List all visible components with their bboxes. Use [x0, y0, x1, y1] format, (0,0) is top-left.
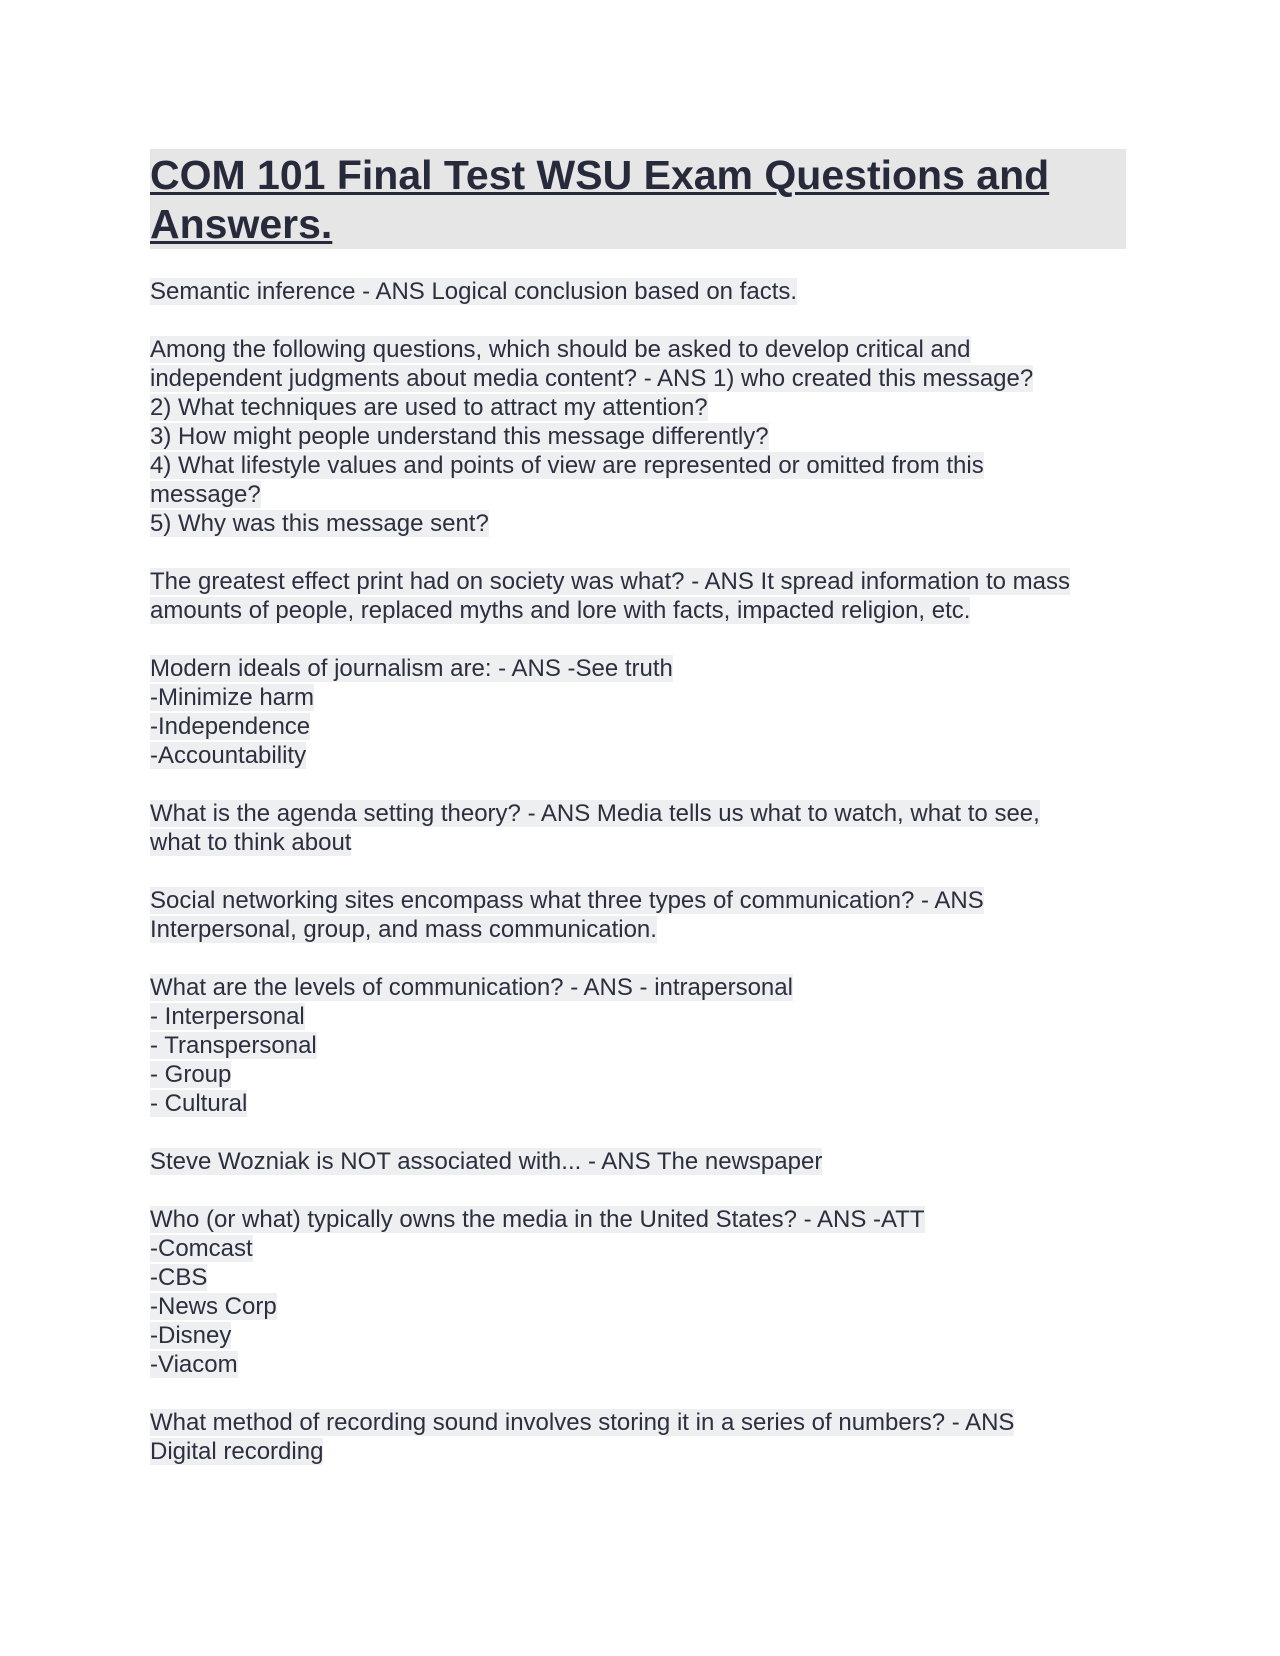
- qa-line-text: -CBS: [150, 1264, 208, 1291]
- qa-line-text: -News Corp: [150, 1293, 277, 1320]
- qa-line-text: Among the following questions, which should be asked to develop critical and: [150, 336, 971, 363]
- qa-entry: [150, 1205, 1126, 1379]
- qa-line-text: 4) What lifestyle values and points of view are represented or omitted from this: [150, 452, 984, 479]
- qa-line-text: -Accountability: [150, 742, 307, 769]
- qa-line-text: -Viacom: [150, 1351, 238, 1378]
- qa-line-text: Steve Wozniak is NOT associated with... - ANS The newspaper: [150, 1148, 823, 1175]
- qa-line: [150, 828, 1126, 857]
- qa-line: [150, 1205, 1126, 1234]
- document-title-line-2: Answers.: [150, 201, 333, 247]
- qa-line-text: Interpersonal, group, and mass communication.: [150, 916, 657, 943]
- qa-line-text: - Interpersonal: [150, 1003, 305, 1030]
- qa-entry: [150, 973, 1126, 1118]
- qa-line: [150, 335, 1126, 364]
- qa-entry: [150, 567, 1126, 625]
- qa-line-text: Digital recording: [150, 1438, 324, 1465]
- qa-line: [150, 1263, 1126, 1292]
- document-title-line-1: COM 101 Final Test WSU Exam Questions and: [150, 152, 1050, 198]
- qa-entry: [150, 886, 1126, 944]
- qa-line-text: -Comcast: [150, 1235, 253, 1262]
- qa-line-text: message?: [150, 481, 261, 508]
- qa-line-text: -Independence: [150, 713, 311, 740]
- qa-line: [150, 451, 1126, 480]
- qa-line: [150, 799, 1126, 828]
- qa-line: [150, 654, 1126, 683]
- qa-line: [150, 1292, 1126, 1321]
- qa-line: [150, 364, 1126, 393]
- qa-line-text: -Disney: [150, 1322, 232, 1349]
- qa-line: [150, 1147, 1126, 1176]
- qa-line-text: - Cultural: [150, 1090, 248, 1117]
- qa-line-text: 3) How might people understand this message differently?: [150, 423, 769, 450]
- qa-line: [150, 1437, 1126, 1466]
- qa-line-text: 2) What techniques are used to attract my attention?: [150, 394, 708, 421]
- document-title: [150, 149, 1126, 249]
- qa-line: [150, 1321, 1126, 1350]
- qa-line: [150, 886, 1126, 915]
- qa-line: [150, 915, 1126, 944]
- qa-line-text: Semantic inference - ANS Logical conclusion based on facts.: [150, 278, 798, 305]
- qa-line: [150, 277, 1126, 306]
- qa-line-text: - Transpersonal: [150, 1032, 317, 1059]
- qa-line-text: Modern ideals of journalism are: - ANS -See truth: [150, 655, 673, 682]
- qa-line: [150, 973, 1126, 1002]
- qa-line: [150, 1234, 1126, 1263]
- qa-line: [150, 509, 1126, 538]
- qa-line-text: Social networking sites encompass what three types of communication? - ANS: [150, 887, 984, 914]
- qa-line-text: What method of recording sound involves storing it in a series of numbers? - ANS: [150, 1409, 1015, 1436]
- qa-line: [150, 1060, 1126, 1089]
- qa-line-text: Who (or what) typically owns the media in the United States? - ANS -ATT: [150, 1206, 925, 1233]
- qa-line: [150, 480, 1126, 509]
- qa-line: [150, 393, 1126, 422]
- qa-line: [150, 422, 1126, 451]
- qa-line-text: 5) Why was this message sent?: [150, 510, 489, 537]
- qa-list: [150, 277, 1126, 1466]
- qa-line-text: -Minimize harm: [150, 684, 315, 711]
- qa-entry: [150, 1147, 1126, 1176]
- qa-line-text: independent judgments about media content? - ANS 1) who created this message?: [150, 365, 1034, 392]
- qa-entry: [150, 799, 1126, 857]
- qa-line-text: what to think about: [150, 829, 352, 856]
- qa-line: [150, 596, 1126, 625]
- qa-line: [150, 567, 1126, 596]
- qa-entry: [150, 335, 1126, 538]
- qa-line: [150, 1350, 1126, 1379]
- qa-line-text: The greatest effect print had on society was what? - ANS It spread information to mass: [150, 568, 1071, 595]
- qa-line-text: amounts of people, replaced myths and lore with facts, impacted religion, etc.: [150, 597, 971, 624]
- qa-line-text: What are the levels of communication? - ANS - intrapersonal: [150, 974, 793, 1001]
- qa-line: [150, 1002, 1126, 1031]
- qa-entry: [150, 277, 1126, 306]
- qa-line: [150, 1031, 1126, 1060]
- qa-entry: [150, 654, 1126, 770]
- qa-line: [150, 1089, 1126, 1118]
- qa-line: [150, 1408, 1126, 1437]
- qa-line-text: - Group: [150, 1061, 232, 1088]
- document-page: [150, 149, 1126, 1495]
- title-block: [150, 149, 1126, 249]
- qa-entry: [150, 1408, 1126, 1466]
- qa-line: [150, 712, 1126, 741]
- qa-line: [150, 683, 1126, 712]
- qa-line-text: What is the agenda setting theory? - ANS Media tells us what to watch, what to see,: [150, 800, 1040, 827]
- qa-line: [150, 741, 1126, 770]
